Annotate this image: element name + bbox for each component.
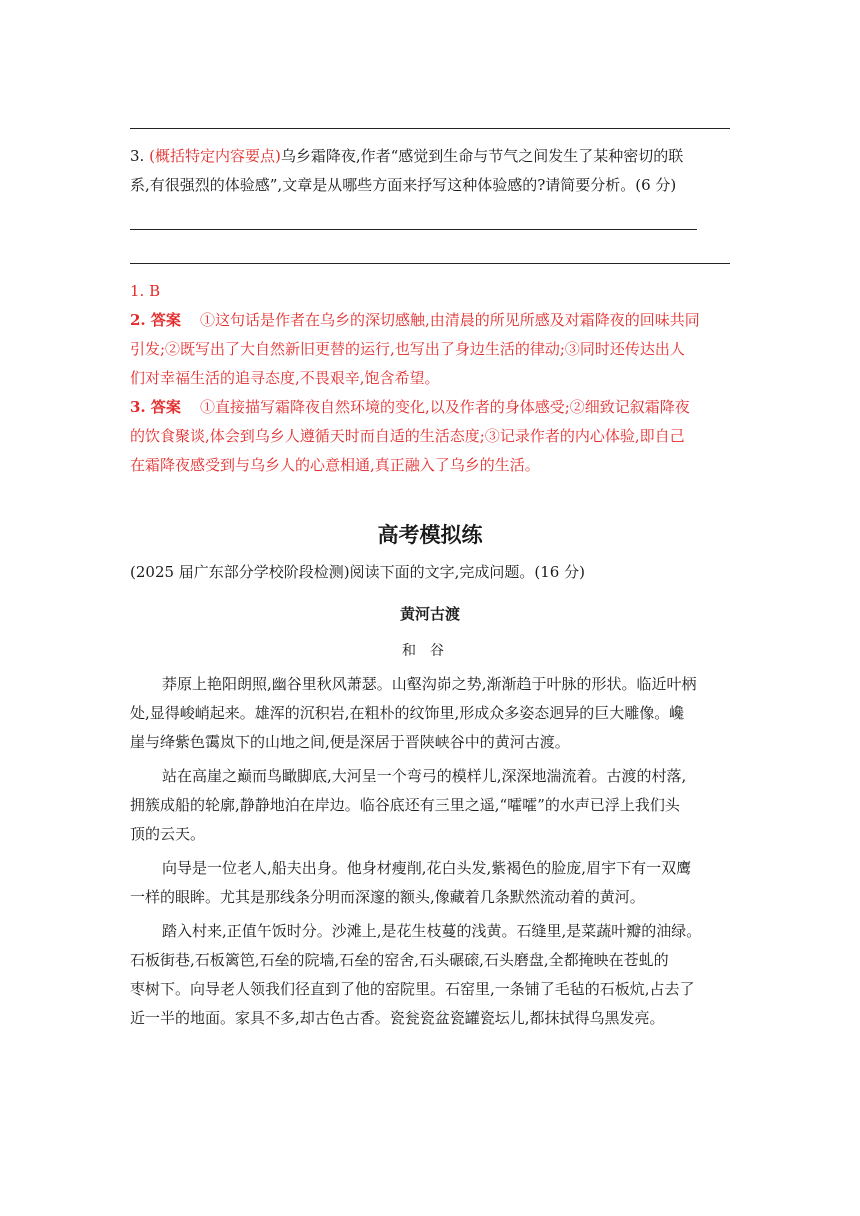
- paragraph-1-line: 处,显得峻峭起来。雄浑的沉积岩,在粗朴的纹饰里,形成众多姿态迥异的巨大雕像。巉: [130, 704, 685, 722]
- answer-blank-line-1: [130, 229, 697, 230]
- article-author: 和谷: [402, 643, 458, 659]
- answer-1: 1. B: [130, 282, 161, 300]
- answer-3-line-2: 的饮食聚谈,体会到乌乡人遵循天时而自适的生活态度;③记录作者的内心体验,即自己: [130, 427, 685, 445]
- instructions: [130, 558, 730, 587]
- question-3: [130, 142, 730, 200]
- question-number: 3.: [130, 147, 150, 165]
- answer-3-label: 3. 答案: [130, 398, 181, 416]
- paragraph-4-line: 枣树下。向导老人领我们径直到了他的窑院里。石窑里,一条铺了毛毡的石板炕,占去了: [130, 980, 695, 998]
- answer-3-text: ①直接描写霜降夜自然环境的变化,以及作者的身体感受;②细致记叙霜降夜: [199, 398, 690, 416]
- answer-3-line-3: 在霜降夜感受到与乌乡人的心意相通,真正融入了乌乡的生活。: [130, 456, 540, 474]
- paragraph-1-line: 崖与绛紫色霭岚下的山地之间,便是深居于晋陕峡谷中的黄河古渡。: [130, 733, 570, 751]
- paragraph-4-line: 近一半的地面。家具不多,却古色古香。瓷瓮瓷盆瓷罐瓷坛儿,都抹拭得乌黑发亮。: [130, 1009, 665, 1027]
- article-title: 黄河古渡: [399, 605, 460, 623]
- question-3-line-1: [130, 142, 730, 171]
- paragraph-3-line: 向导是一位老人,船夫出身。他身材瘦削,花白头发,紫褐色的脸庞,眉宇下有一双鹰: [162, 859, 692, 877]
- paragraph-4-line: 石板街巷,石板篱笆,石垒的院墙,石垒的窑舍,石头碾磙,石头磨盘,全都掩映在苍虬的: [130, 951, 669, 969]
- answer-2-text: ①这句话是作者在乌乡的深切感触,由清晨的所见所感及对霜降夜的回味共同: [199, 311, 700, 329]
- section-title: 高考模拟练: [377, 523, 483, 547]
- answer-3-line-1: [130, 393, 730, 422]
- paragraph-3-line: 一样的眼眸。尤其是那线条分明而深邃的额头,像藏着几条默然流动着的黄河。: [130, 888, 645, 906]
- answer-key: [130, 277, 730, 480]
- top-divider: [130, 128, 730, 129]
- question-tag: (概括特定内容要点): [149, 147, 281, 165]
- paragraph-2-line: 站在高崖之巅而鸟瞰脚底,大河呈一个弯弓的模样儿,深深地湍流着。古渡的村落,: [162, 767, 687, 785]
- paragraph-2-line: 顶的云天。: [130, 825, 206, 843]
- answer-2-label: 2. 答案: [130, 311, 181, 329]
- article-body: [130, 670, 730, 1033]
- question-3-line-2: 系,有很强烈的体验感”,文章是从哪些方面来抒写这种体验感的?请简要分析。(6 分): [130, 176, 677, 194]
- answer-2-line-3: 们对幸福生活的追寻态度,不畏艰辛,饱含希望。: [130, 369, 440, 387]
- question-text: 乌乡霜降夜,作者“感觉到生命与节气之间发生了某种密切的联: [280, 147, 684, 165]
- answer-2-line-2: 引发;②既写出了大自然新旧更替的运行,也写出了身边生活的律动;③同时还传达出人: [130, 340, 685, 358]
- paragraph-1-line: 莽原上艳阳朗照,幽谷里秋风萧瑟。山壑沟峁之势,渐渐趋于叶脉的形状。临近叶柄: [162, 675, 697, 693]
- answer-divider: [130, 263, 730, 264]
- instructions-text: (2025 届广东部分学校阶段检测)阅读下面的文字,完成问题。(16 分): [130, 563, 585, 581]
- paragraph-2-line: 拥簇成船的轮廓,静静地泊在岸边。临谷底还有三里之遥,“嚯嚯”的水声已浮上我们头: [130, 796, 680, 814]
- answer-2-line-1: [130, 306, 730, 335]
- paragraph-4-line: 踏入村来,正值午饭时分。沙滩上,是花生枝蔓的浅黄。石缝里,是菜蔬叶瓣的油绿。: [162, 922, 702, 940]
